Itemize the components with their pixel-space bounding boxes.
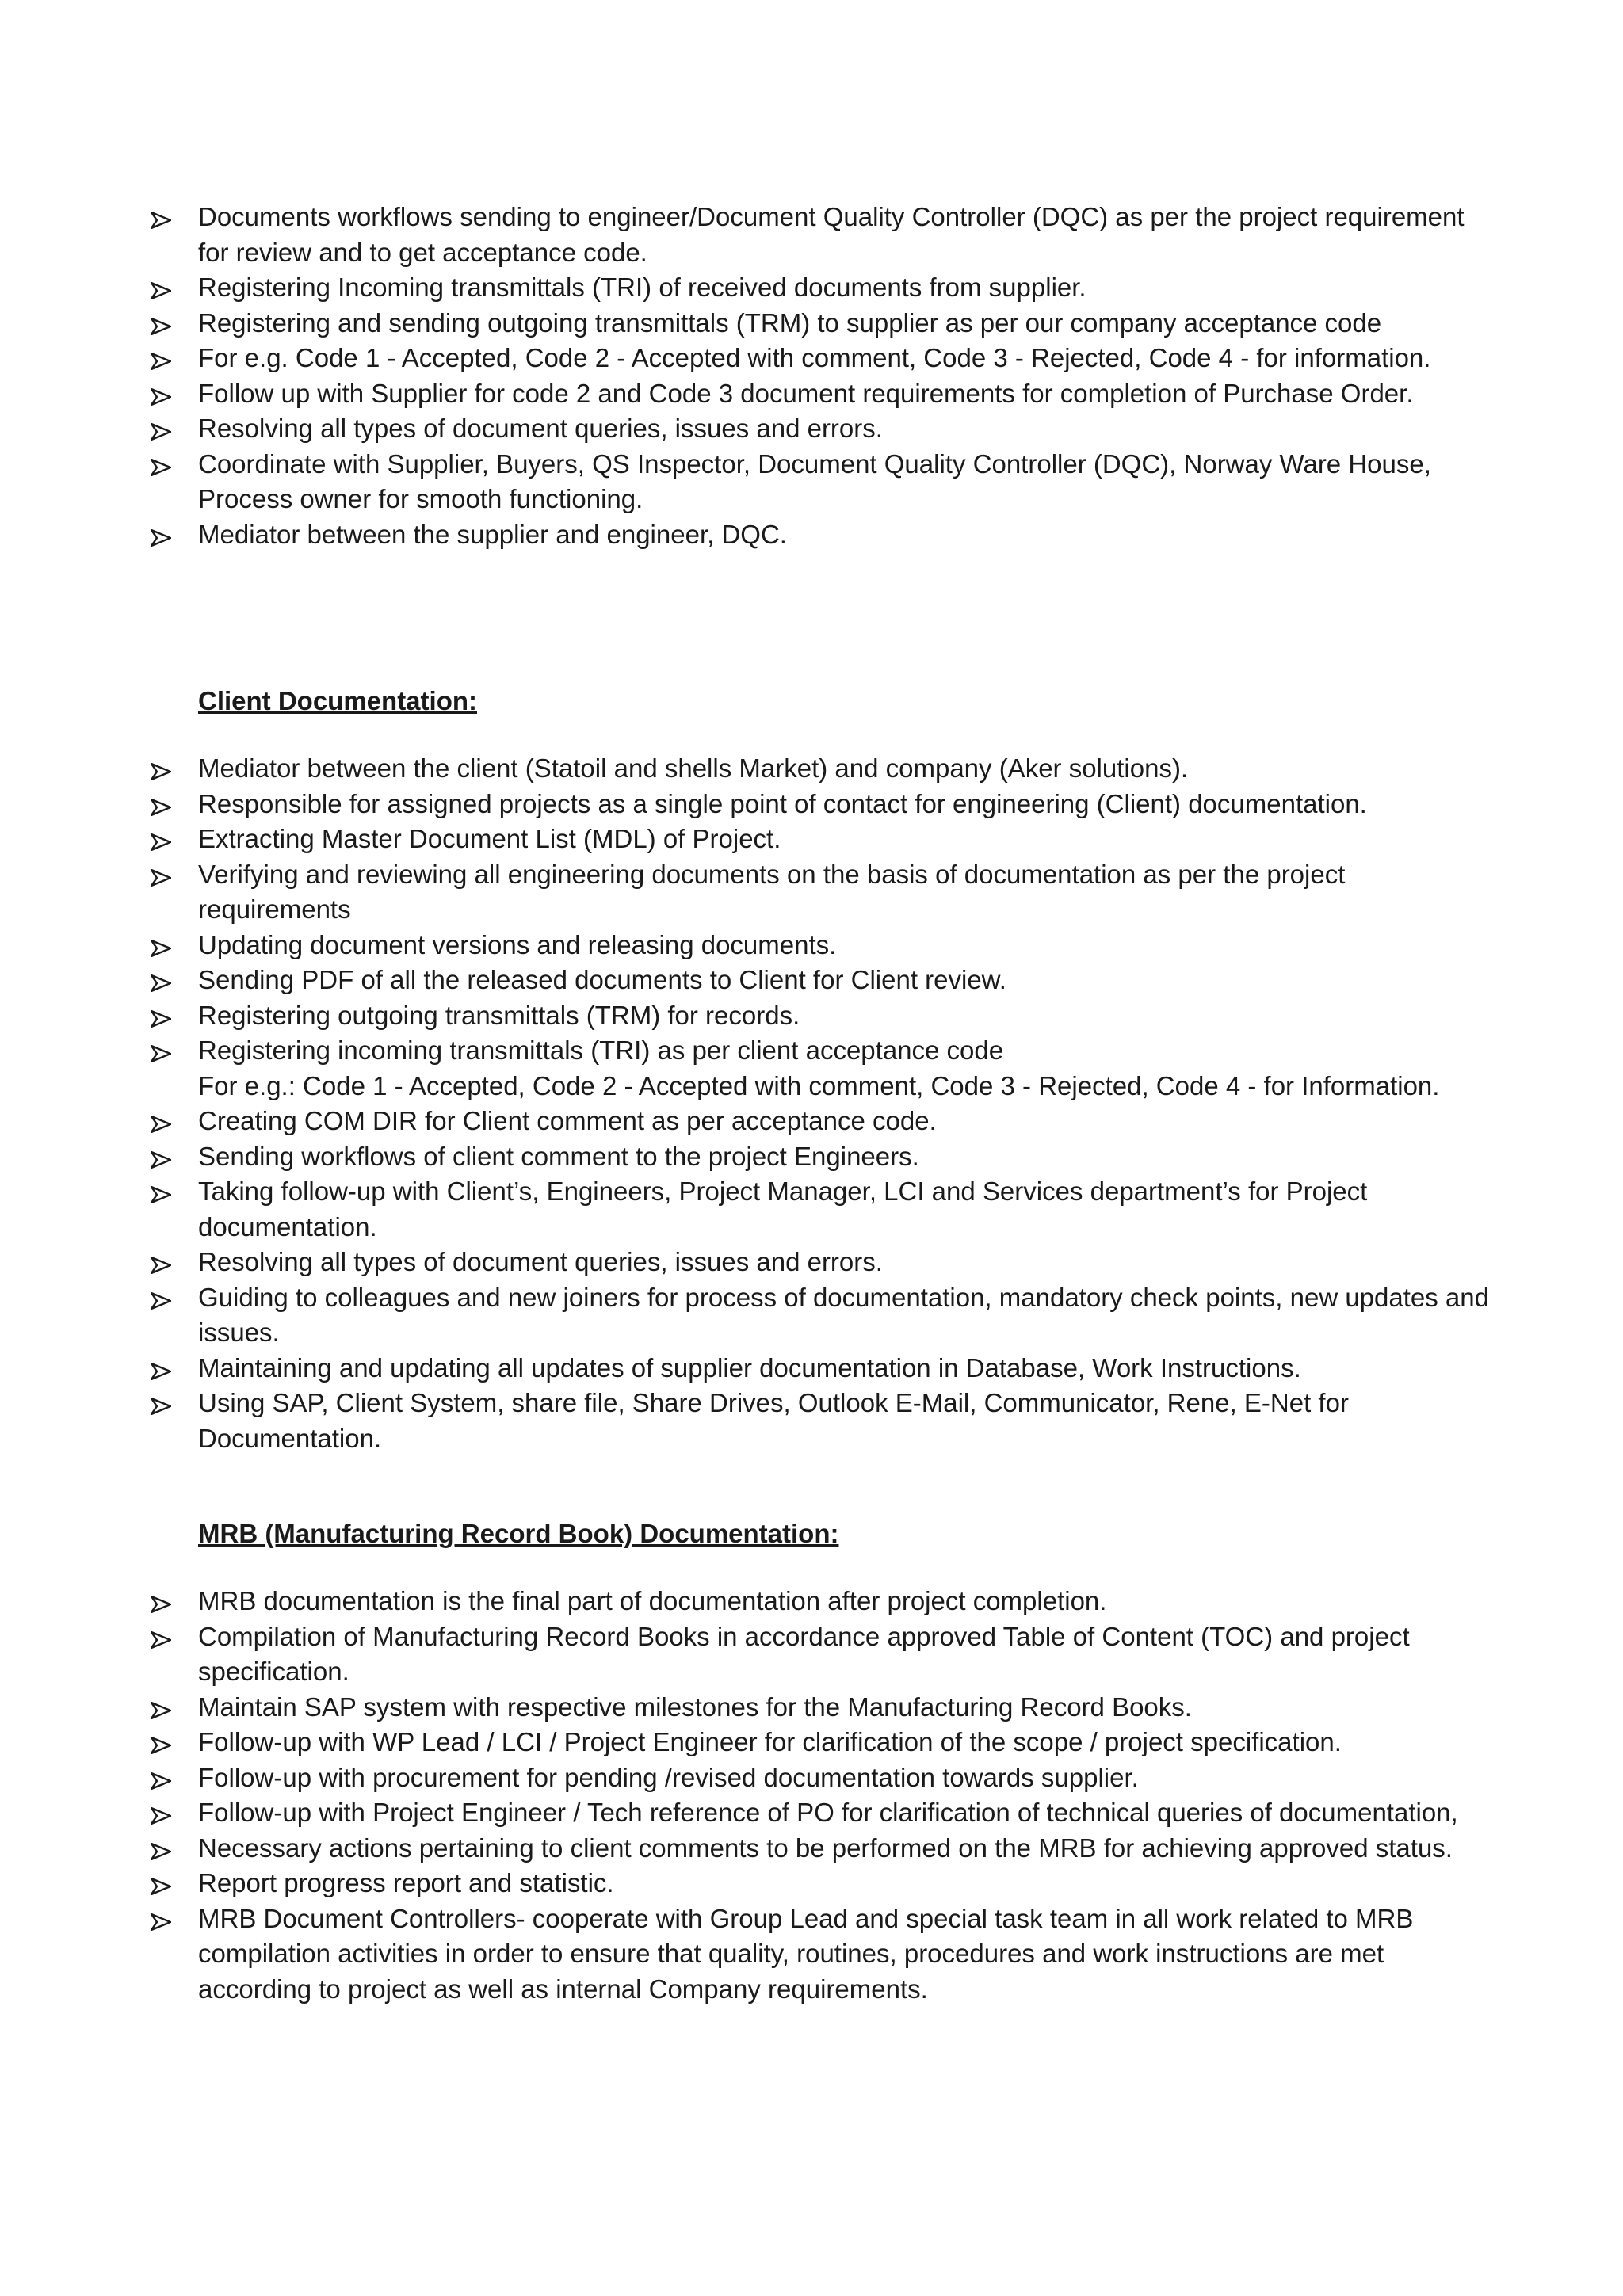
arrowhead-bullet-icon — [151, 833, 171, 851]
arrowhead-bullet-icon — [151, 1807, 171, 1825]
arrowhead-bullet-icon — [151, 1116, 171, 1133]
client-documentation-heading: Client Documentation: — [198, 686, 477, 715]
list-item — [0, 1866, 1623, 1901]
arrowhead-bullet-icon — [151, 318, 171, 335]
list-item — [0, 1033, 1623, 1104]
acceptance-code-note: For e.g.: Code 1 - Accepted, Code 2 - Accepted with comment, Code 3 - Rejected, Code 4 - for Information. — [198, 1070, 1440, 1100]
list-item-text: Registering Incoming transmittals (TRI) of received documents from supplier. — [198, 273, 1086, 302]
list-item — [0, 447, 1623, 517]
arrowhead-bullet-icon — [151, 1772, 171, 1790]
list-item — [0, 1104, 1623, 1139]
arrowhead-bullet-icon — [151, 1702, 171, 1719]
list-item-text: Sending PDF of all the released documents to Client for Client review. — [198, 965, 1006, 994]
list-item-text: Maintaining and updating all updates of supplier documentation in Database, Work Instructions. — [198, 1352, 1301, 1383]
list-item-text: Necessary actions pertaining to client comments to be performed on the MRB for achieving approved status. — [198, 1833, 1453, 1863]
list-item-text: Resolving all types of document queries, issues and errors. — [198, 1247, 883, 1276]
list-item-text: Updating document versions and releasing documents. — [198, 929, 837, 959]
list-item — [0, 998, 1623, 1034]
list-item — [0, 857, 1623, 928]
list-item-text: MRB documentation is the final part of documentation after project completion. — [198, 1586, 1107, 1615]
list-item — [0, 517, 1623, 553]
mrb-documentation-list — [0, 1584, 1623, 2007]
list-item — [0, 963, 1623, 998]
arrowhead-bullet-icon — [151, 1257, 171, 1274]
list-item — [0, 751, 1623, 787]
arrowhead-bullet-icon — [151, 353, 171, 370]
list-item-text: Documents workflows sending to engineer/Document Quality Controller (DQC) as per the project requirement for review and to get acceptance code. — [198, 202, 1465, 267]
list-item-text: Follow-up with WP Lead / LCI / Project Engineer for clarification of the scope / project specification. — [198, 1727, 1342, 1756]
arrowhead-bullet-icon — [151, 282, 171, 299]
arrowhead-bullet-icon — [151, 940, 171, 957]
list-item — [0, 200, 1623, 270]
arrowhead-bullet-icon — [151, 1737, 171, 1754]
list-item — [0, 1795, 1623, 1831]
list-item — [0, 1760, 1623, 1796]
list-item-text: Sending workflows of client comment to the project Engineers. — [198, 1141, 919, 1171]
list-item-text: Registering outgoing transmittals (TRM) for records. — [198, 1000, 800, 1030]
list-item-text: Maintain SAP system with respective milestones for the Manufacturing Record Books. — [198, 1691, 1192, 1722]
arrowhead-bullet-icon — [151, 1631, 171, 1649]
list-item — [0, 1139, 1623, 1175]
arrowhead-bullet-icon — [151, 1843, 171, 1860]
mrb-documentation-heading: MRB (Manufacturing Record Book) Documentation: — [198, 1519, 839, 1548]
list-item-text: Mediator between the client (Statoil and shells Market) and company (Aker solutions). — [198, 753, 1189, 783]
list-item-text: Follow-up with procurement for pending /revised documentation towards supplier. — [198, 1762, 1139, 1792]
arrowhead-bullet-icon — [151, 1363, 171, 1380]
arrowhead-bullet-icon — [151, 869, 171, 887]
list-item — [0, 376, 1623, 412]
arrowhead-bullet-icon — [151, 1292, 171, 1310]
list-item — [0, 1619, 1623, 1690]
list-item-text: Registering and sending outgoing transmittals (TRM) to supplier as per our company acceptance code — [198, 307, 1382, 338]
arrowhead-bullet-icon — [151, 1045, 171, 1062]
list-item-text: Responsible for assigned projects as a single point of contact for engineering (Client) documentation. — [198, 788, 1367, 818]
list-item-text: Follow up with Supplier for code 2 and Code 3 document requirements for completion of Purchase Order. — [198, 378, 1414, 408]
list-item-text: MRB Document Controllers- cooperate with Group Lead and special task team in all work related to MRB compilation activities in order to ensure that quality, routines, procedures and work instructions are met according to project as well as internal Company requirements. — [198, 1903, 1414, 2004]
list-item-text: Resolving all types of document queries, issues and errors. — [198, 414, 883, 443]
arrowhead-bullet-icon — [151, 388, 171, 406]
list-item-text: Creating COM DIR for Client comment as per acceptance code. — [198, 1106, 937, 1135]
list-item — [0, 411, 1623, 447]
list-item — [0, 787, 1623, 822]
list-item — [0, 1831, 1623, 1867]
list-item-text: Using SAP, Client System, share file, Share Drives, Outlook E-Mail, Communicator, Rene, E-Net for Documentation. — [198, 1388, 1349, 1453]
list-item-text: For e.g. Code 1 - Accepted, Code 2 - Accepted with comment, Code 3 - Rejected, Code 4 - for information. — [198, 343, 1431, 372]
arrowhead-bullet-icon — [151, 799, 171, 816]
list-item-text: Taking follow-up with Client’s, Engineers, Project Manager, LCI and Services department’s for Project documentation. — [198, 1177, 1368, 1241]
list-item-text: Guiding to colleagues and new joiners for process of documentation, mandatory check points, new updates and issues. — [198, 1282, 1489, 1347]
list-item — [0, 1725, 1623, 1760]
list-item — [0, 341, 1623, 376]
arrowhead-bullet-icon — [151, 423, 171, 441]
list-item-text: Report progress report and statistic. — [198, 1868, 614, 1897]
arrowhead-bullet-icon — [151, 459, 171, 476]
arrowhead-bullet-icon — [151, 1878, 171, 1895]
list-item — [0, 822, 1623, 857]
list-item — [0, 270, 1623, 306]
arrowhead-bullet-icon — [151, 763, 171, 780]
arrowhead-bullet-icon — [151, 1151, 171, 1169]
list-item-text: Coordinate with Supplier, Buyers, QS Inspector, Document Quality Controller (DQC), Norway Ware House, Process owner for smooth functioning. — [198, 448, 1431, 513]
arrowhead-bullet-icon — [151, 212, 171, 229]
arrowhead-bullet-icon — [151, 529, 171, 547]
arrowhead-bullet-icon — [151, 1010, 171, 1028]
list-item — [0, 928, 1623, 963]
list-item-text: Registering incoming transmittals (TRI) as per client acceptance code — [198, 1035, 1004, 1065]
arrowhead-bullet-icon — [151, 1596, 171, 1613]
arrowhead-bullet-icon — [151, 974, 171, 992]
arrowhead-bullet-icon — [151, 1398, 171, 1415]
client-documentation-list — [0, 751, 1623, 1456]
list-item — [0, 306, 1623, 341]
list-item — [0, 1280, 1623, 1351]
supplier-documentation-list — [0, 200, 1623, 552]
list-item-text: Verifying and reviewing all engineering documents on the basis of documentation as per the project requirements — [198, 859, 1346, 924]
arrowhead-bullet-icon — [151, 1913, 171, 1931]
list-item — [0, 1174, 1623, 1245]
list-item-text: Follow-up with Project Engineer / Tech reference of PO for clarification of technical queries of documentation, — [198, 1798, 1458, 1827]
list-item — [0, 1584, 1623, 1619]
list-item-text: Mediator between the supplier and engineer, DQC. — [198, 519, 787, 549]
list-item — [0, 1901, 1623, 2008]
list-item — [0, 1245, 1623, 1280]
list-item-text: Extracting Master Document List (MDL) of Project. — [198, 824, 781, 853]
list-item — [0, 1386, 1623, 1456]
arrowhead-bullet-icon — [151, 1186, 171, 1203]
list-item-text: Compilation of Manufacturing Record Books in accordance approved Table of Content (TOC) and project specification. — [198, 1621, 1410, 1686]
list-item — [0, 1690, 1623, 1726]
list-item — [0, 1351, 1623, 1386]
